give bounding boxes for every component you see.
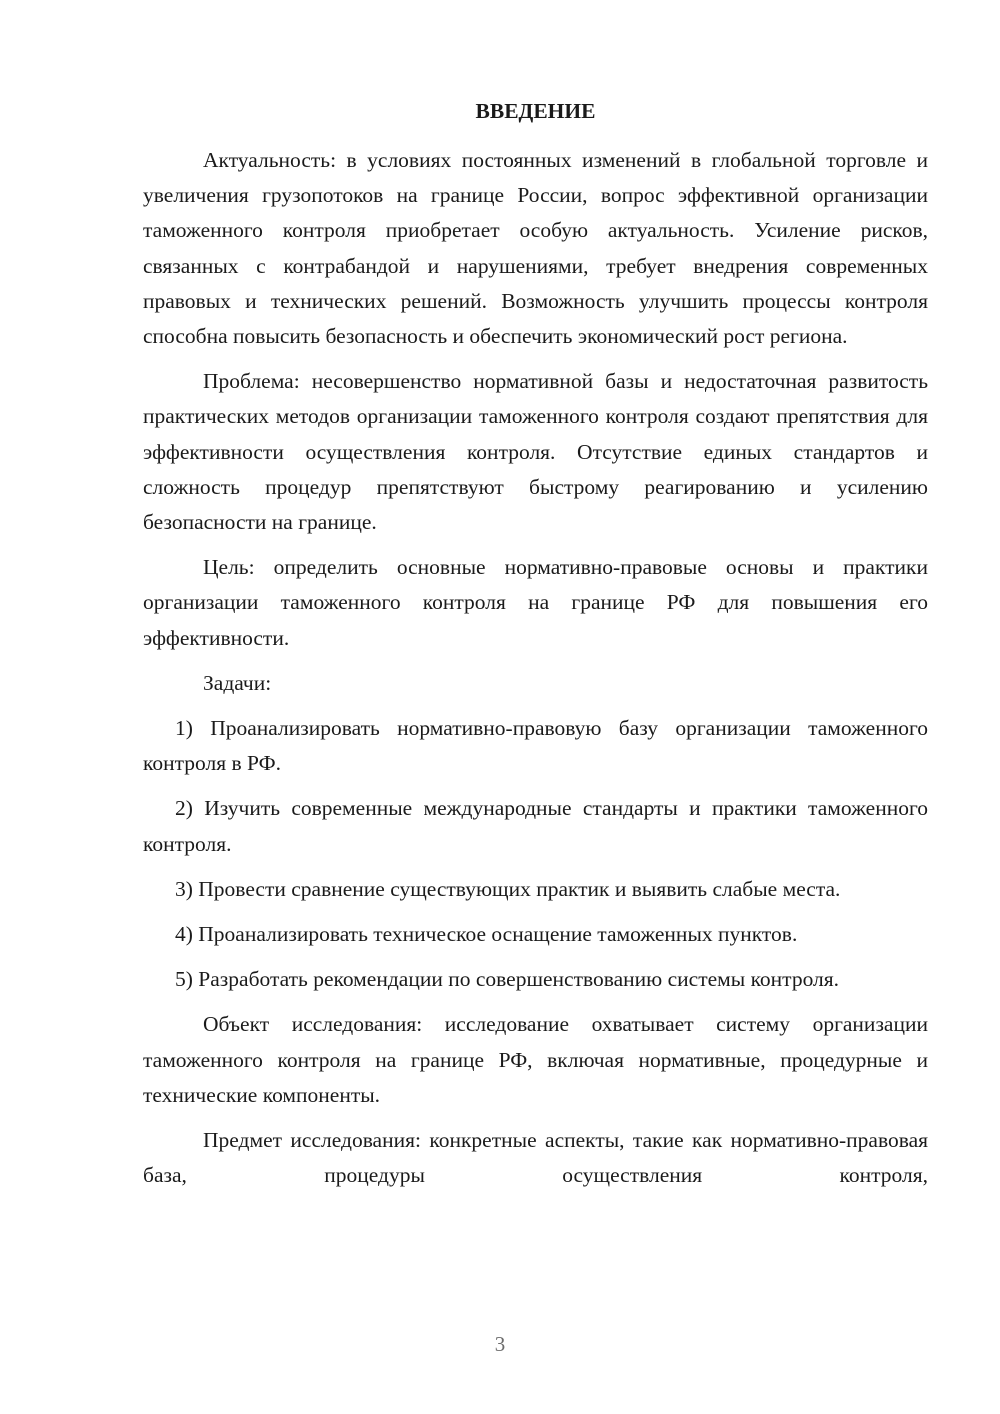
task-item-3: 3) Провести сравнение существующих практик и выявить слабые места. — [175, 876, 841, 901]
task-item-4: 4) Проанализировать техническое оснащение таможенных пунктов. — [175, 922, 798, 947]
paragraph-problem: Проблема: несовершенство нормативной базы и недостаточная развитость практических методов организации таможенного контроля создают препятствия для эффективности осуществления контроля. Отсутствие единых стандартов и сложность процедур препятствуют быстрому реагированию и усилению безопасности на границе. — [143, 369, 928, 535]
task-item-5: 5) Разработать рекомендации по совершенствованию системы контроля. — [175, 967, 840, 992]
task-item-2: 2) Изучить современные международные стандарты и практики таможенного контроля. — [143, 796, 928, 856]
paragraph-subject: Предмет исследования: конкретные аспекты, такие как нормативно-правовая база, процедуры осуществления контроля, — [143, 1128, 928, 1188]
task-item-1: 1) Проанализировать нормативно-правовую базу организации таможенного контроля в РФ. — [143, 716, 928, 776]
page-body — [143, 94, 928, 1203]
paragraph-relevance: Актуальность: в условиях постоянных изменений в глобальной торговле и увеличения грузопотоков на границе России, вопрос эффективной организации таможенного контроля приобретает особую актуальность. Усиление рисков, связанных с контрабандой и нарушениями, требует внедрения современных правовых и технических решений. Возможность улучшить процессы контроля способна повысить безопасность и обеспечить экономический рост региона. — [143, 148, 928, 349]
page-number: 3 — [494, 1332, 506, 1356]
paragraph-goal: Цель: определить основные нормативно-правовые основы и практики организации таможенного контроля на границе РФ для повышения его эффективности. — [143, 555, 928, 650]
paragraph-object: Объект исследования: исследование охватывает систему организации таможенного контроля на границе РФ, включая нормативные, процедурные и технические компоненты. — [143, 1012, 928, 1107]
tasks-label: Задачи: — [203, 670, 272, 695]
section-heading: ВВЕДЕНИЕ — [475, 99, 596, 123]
